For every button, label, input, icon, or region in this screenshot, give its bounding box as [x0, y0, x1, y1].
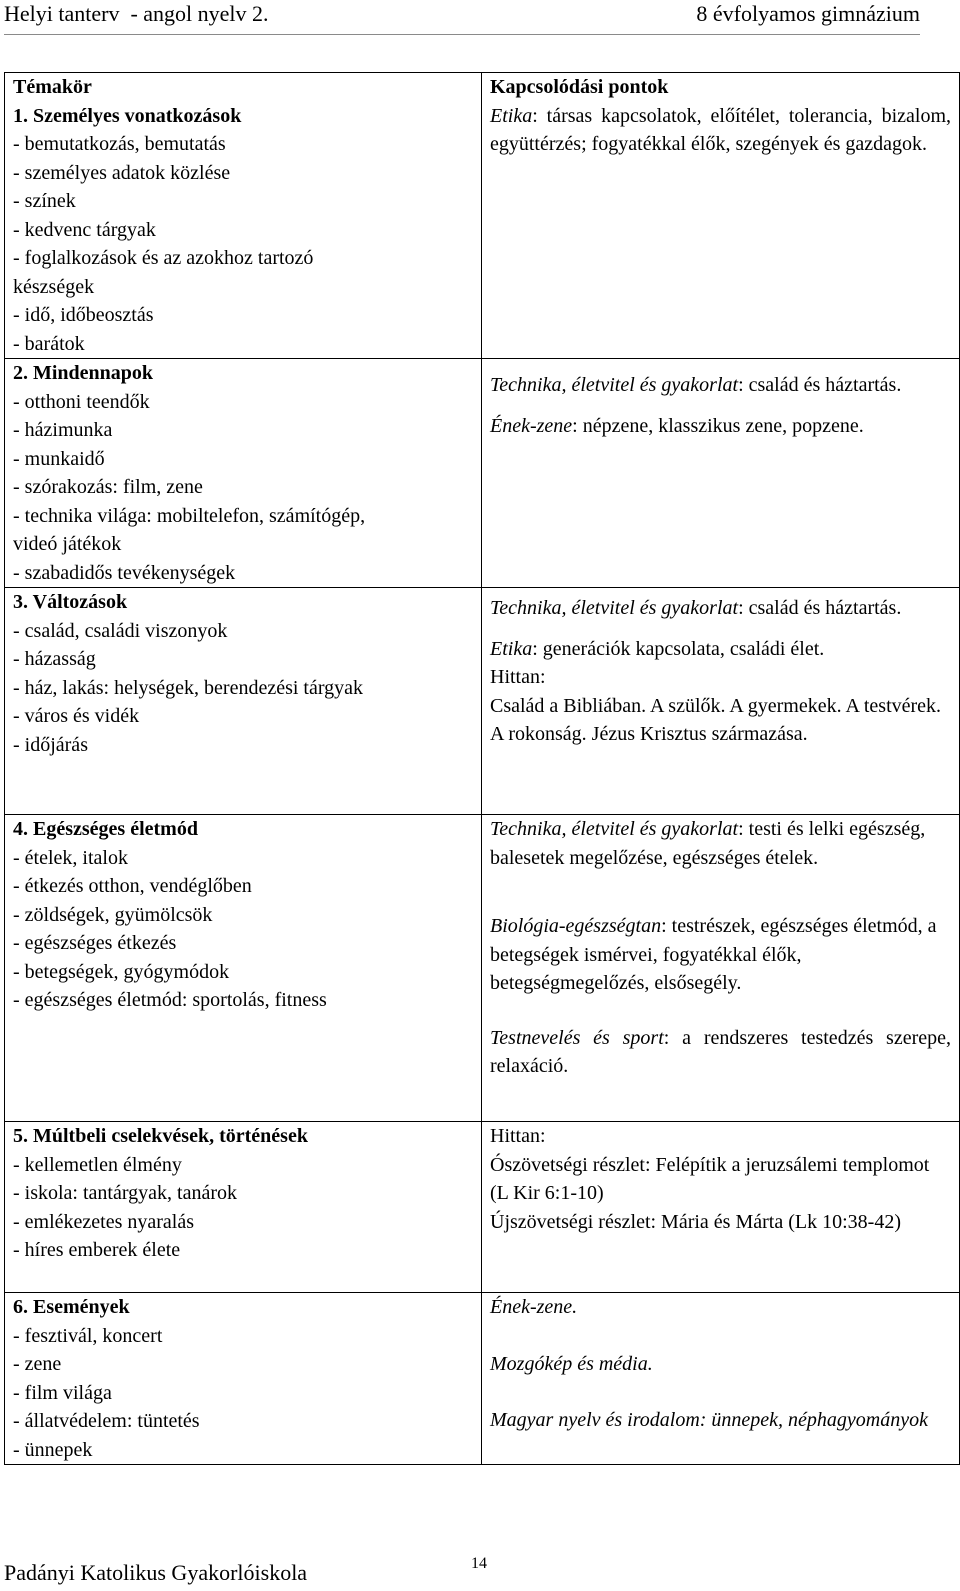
list-item: - időjárás: [13, 733, 88, 756]
subject-name: Biológia-egészségtan: [490, 915, 662, 937]
table-row: [5, 102, 960, 359]
subject-name: Testnevelés és sport: [490, 1026, 664, 1049]
header-school-type: 8 évfolyamos gimnázium: [696, 1, 920, 26]
list-item: - házimunka: [13, 419, 113, 441]
list-item: - házasság: [13, 648, 96, 670]
list-item: - ház, lakás: helységek, berendezési tárgyak: [13, 676, 364, 699]
connection-text: : népzene, klasszikus zene, popzene.: [572, 414, 864, 437]
list-item: - ételek, italok: [13, 846, 128, 869]
list-item: - étkezés otthon, vendéglőben: [13, 875, 252, 897]
connection-text: : társas kapcsolatok, előítélet, tolerancia, bizalom, együttérzés; fogyatékkal élők, szegények és gazdagok.: [490, 104, 951, 155]
section-title: 5. Múltbeli cselekvések, történések: [13, 1125, 308, 1147]
section-title: 4. Egészséges életmód: [13, 818, 198, 840]
list-item: - iskola: tantárgyak, tanárok: [13, 1182, 238, 1204]
list-item: - híres emberek élete: [13, 1239, 181, 1261]
section-title: 6. Események: [13, 1296, 130, 1318]
connection-item: [490, 635, 951, 664]
connection-text: : testrészek, egészséges életmód, a betegségek ismérvei, fogyatékkal élők, betegségmegelőzés, elsősegély.: [490, 915, 937, 994]
header-title: Helyi tanterv - angol nyelv 2.: [4, 1, 269, 26]
connection-text: Család a Bibliában. A szülők. A gyermekek. A testvérek. A rokonság. Jézus Krisztus származása.: [490, 694, 942, 745]
connection-item: [490, 1024, 951, 1081]
connection-item: [490, 371, 951, 400]
subject-name: Technika, életvitel és gyakorlat: [490, 374, 739, 396]
connection-item: [490, 663, 951, 692]
connection-item: [490, 815, 951, 872]
subject-name: Magyar nyelv és irodalom: ünnepek, néphagyományok: [490, 1409, 929, 1431]
connection-item: [490, 1406, 951, 1435]
list-item: - munkaidő: [13, 447, 105, 470]
list-item: - egészséges étkezés: [13, 932, 177, 954]
table-row: [5, 1122, 960, 1293]
list-item: videó játékok: [13, 533, 122, 555]
list-item: - zöldségek, gyümölcsök: [13, 903, 213, 926]
connection-item: [490, 692, 951, 749]
table-row: [5, 359, 960, 588]
connection-item: [490, 102, 951, 159]
connection-item: [490, 1350, 951, 1379]
subject-name: Ének-zene.: [490, 1296, 578, 1318]
col-header-connections: Kapcsolódási pontok: [490, 76, 669, 98]
table-row: [5, 815, 960, 1122]
page-header: [4, 0, 920, 35]
subject-name: Technika, életvitel és gyakorlat: [490, 818, 739, 840]
connection-item: [490, 912, 951, 998]
list-item: - film világa: [13, 1381, 112, 1404]
connection-item: [490, 1293, 951, 1322]
subject-name: Technika, életvitel és gyakorlat: [490, 597, 739, 619]
list-item: - emlékezetes nyaralás: [13, 1210, 195, 1233]
table-header-row: [5, 73, 960, 102]
connection-item: [490, 1122, 951, 1151]
connection-text: : a rendszeres testedzés szerepe, relaxáció.: [490, 1026, 951, 1077]
connection-item: [490, 1151, 951, 1208]
connection-item: [490, 412, 951, 441]
list-item: - színek: [13, 190, 76, 212]
list-item: - foglalkozások és az azokhoz tartozó: [13, 247, 314, 269]
page-number: 14: [471, 1555, 487, 1572]
connection-text: Hittan:: [490, 1125, 546, 1147]
table-row: [5, 588, 960, 815]
connection-text: : generációk kapcsolata, családi élet.: [532, 637, 825, 660]
section-title: 3. Változások: [13, 591, 128, 613]
connection-text: : család és háztartás.: [738, 374, 902, 396]
list-item: - betegségek, gyógymódok: [13, 960, 230, 983]
connection-text: Ószövetségi részlet: Felépítik a jeruzsálemi templomot (L Kir 6:1-10): [490, 1153, 930, 1204]
col-header-topic: Témakör: [13, 76, 92, 98]
list-item: - idő, időbeosztás: [13, 304, 154, 326]
list-item: - személyes adatok közlése: [13, 161, 231, 184]
list-item: - szabadidős tevékenységek: [13, 561, 236, 584]
list-item: - állatvédelem: tüntetés: [13, 1410, 200, 1432]
table-row: [5, 1293, 960, 1465]
subject-name: Mozgókép és média.: [490, 1352, 653, 1375]
curriculum-table: [4, 72, 960, 1465]
list-item: - technika világa: mobiltelefon, számítógép,: [13, 504, 366, 527]
subject-name: Etika: [490, 104, 533, 127]
list-item: - barátok: [13, 332, 85, 355]
footer-school: Padányi Katolikus Gyakorlóiskola: [4, 1560, 308, 1585]
list-item: készségek: [13, 275, 95, 298]
list-item: - város és vidék: [13, 705, 140, 727]
connection-text: Hittan:: [490, 666, 546, 688]
list-item: - egészséges életmód: sportolás, fitness: [13, 989, 327, 1011]
list-item: - család, családi viszonyok: [13, 619, 228, 642]
connection-text: : testi és lelki egészség, balesetek megelőzése, egészséges ételek.: [490, 818, 926, 869]
list-item: - ünnepek: [13, 1438, 93, 1461]
list-item: - fesztivál, koncert: [13, 1324, 163, 1347]
list-item: - kellemetlen élmény: [13, 1153, 182, 1176]
section-title: 2. Mindennapok: [13, 362, 154, 384]
list-item: - kedvenc tárgyak: [13, 218, 156, 241]
connection-text: Újszövetségi részlet: Mária és Márta (Lk 10:38-42): [490, 1210, 901, 1233]
list-item: - otthoni teendők: [13, 390, 150, 413]
subject-name: Ének-zene: [490, 414, 573, 437]
connection-item: [490, 594, 951, 623]
section-title: 1. Személyes vonatkozások: [13, 104, 242, 127]
list-item: - szórakozás: film, zene: [13, 476, 203, 498]
list-item: - zene: [13, 1353, 62, 1375]
subject-name: Etika: [490, 637, 533, 660]
connection-item: [490, 1208, 951, 1237]
list-item: - bemutatkozás, bemutatás: [13, 133, 226, 155]
connection-text: : család és háztartás.: [738, 597, 902, 619]
